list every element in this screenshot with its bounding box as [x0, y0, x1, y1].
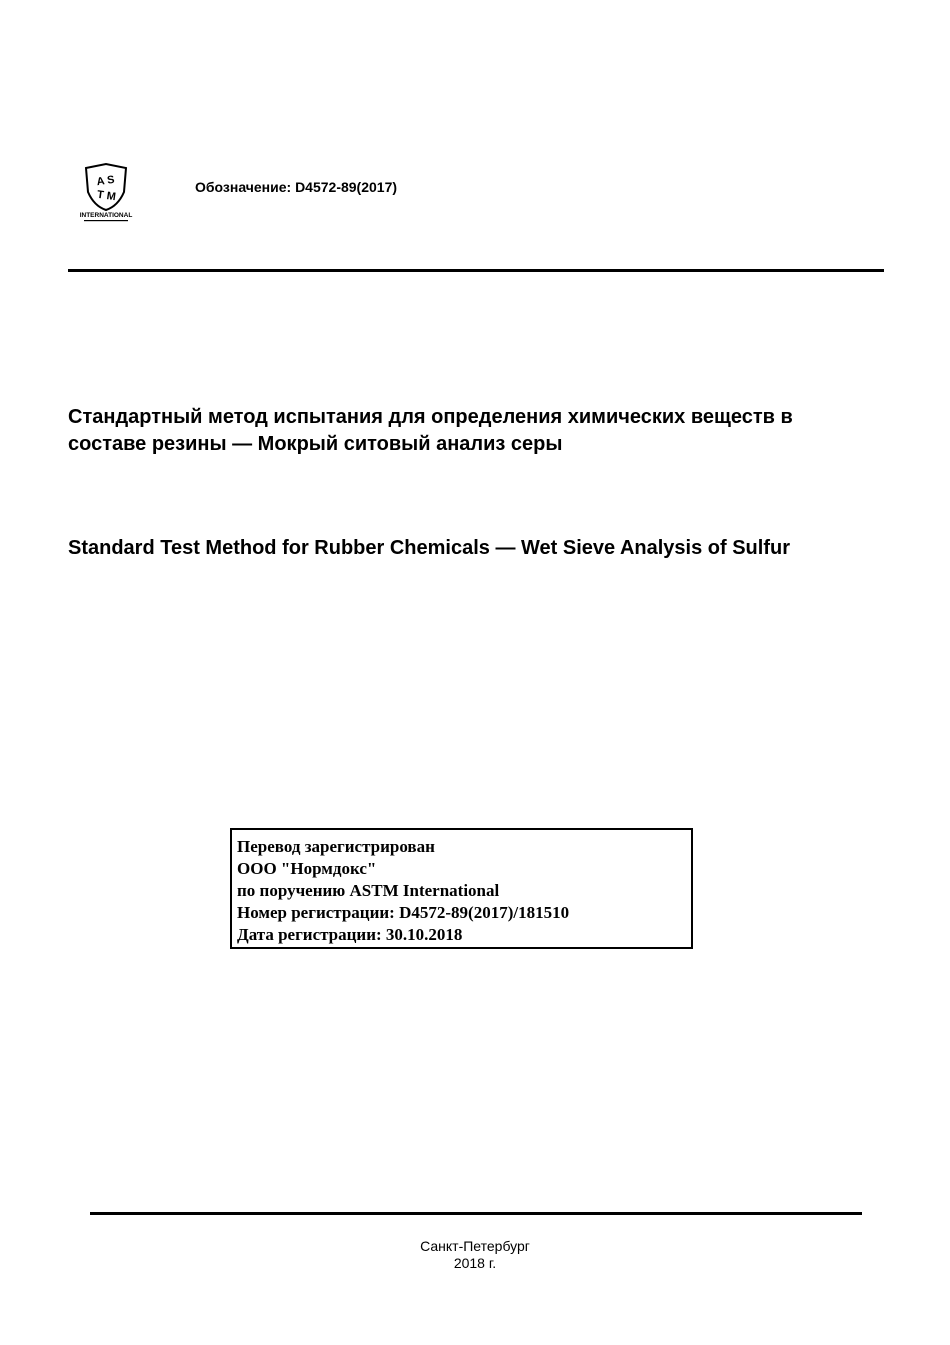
registration-line-2: ООО "Нормдокс"	[237, 859, 377, 878]
footer-year: 2018 г.	[453, 1255, 497, 1271]
title-russian-line-2: составе резины — Мокрый ситовый анализ серы	[68, 433, 563, 455]
registration-box	[230, 828, 693, 949]
logo-subtext: INTERNATIONAL	[79, 212, 133, 219]
title-russian	[68, 404, 898, 458]
bottom-divider	[90, 1212, 862, 1215]
svg-text:T M: T M	[96, 188, 117, 204]
registration-line-3: по поручению ASTM International	[237, 881, 500, 900]
document-designation: Обозначение: D4572-89(2017)	[195, 179, 398, 195]
footer-city: Санкт-Петербург	[420, 1238, 530, 1254]
astm-logo	[78, 162, 134, 224]
title-english: Standard Test Method for Rubber Chemicals — Wet Sieve Analysis of Sulfur	[68, 537, 790, 559]
footer	[0, 1238, 950, 1272]
svg-text:A S: A S	[95, 173, 116, 189]
registration-number: Номер регистрации: D4572-89(2017)/181510	[237, 903, 570, 922]
registration-line-1: Перевод зарегистрирован	[237, 837, 435, 856]
registration-date: Дата регистрации: 30.10.2018	[237, 925, 463, 944]
astm-logo-icon	[78, 162, 134, 224]
top-divider	[68, 269, 884, 272]
title-russian-line-1: Стандартный метод испытания для определения химических веществ в	[68, 406, 793, 428]
